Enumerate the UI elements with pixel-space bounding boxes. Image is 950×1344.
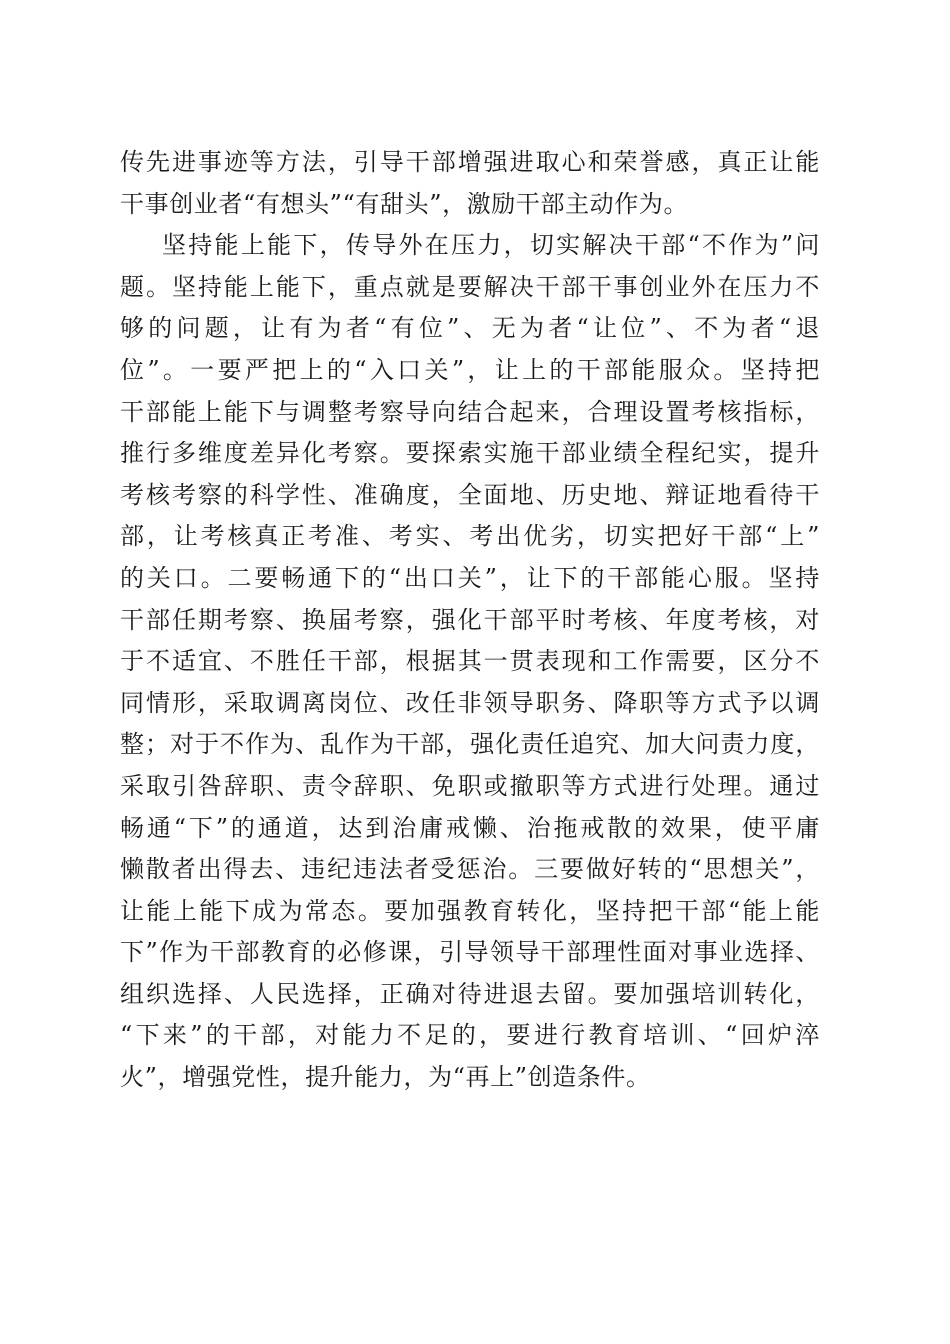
text-line: 下”作为干部教育的必修课，引导领导干部理性面对事业选择、 [120,938,820,967]
text-line: 同情形，采取调离岗位、改任非领导职务、降职等方式予以调 [120,688,820,717]
text-line: 整；对于不作为、乱作为干部，强化责任追究、加大问责力度， [120,730,820,759]
text-line: 考核考察的科学性、准确度，全面地、历史地、辩证地看待干 [120,480,820,509]
text-line: 采取引咎辞职、责令辞职、免职或撤职等方式进行处理。通过 [120,771,820,800]
text-line: 干部能上能下与调整考察导向结合起来，合理设置考核指标， [120,397,820,426]
text-line: 畅通“下”的通道，达到治庸戒懒、治拖戒散的效果，使平庸 [120,813,820,842]
text-line: “下来”的干部，对能力不足的，要进行教育培训、“回炉淬 [120,1021,820,1050]
text-line: 够的问题，让有为者“有位”、无为者“让位”、不为者“退 [120,314,820,343]
text-line: 火”，增强党性，提升能力，为“再上”创造条件。 [120,1063,651,1092]
text-line: 懒散者出得去、违纪违法者受惩治。三要做好转的“思想关”， [120,855,820,884]
text-line: 位”。一要严把上的“入口关”，让上的干部能服众。坚持把 [120,355,820,384]
text-line: 干事创业者“有想头”“有甜头”，激励干部主动作为。 [120,189,689,218]
text-line: 组织选择、人民选择，正确对待进退去留。要加强培训转化， [120,979,820,1008]
text-line: 让能上能下成为常态。要加强教育转化，坚持把干部“能上能 [120,896,820,925]
text-line: 部，让考核真正考准、考实、考出优劣，切实把好干部“上” [120,522,820,551]
text-line: 于不适宜、不胜任干部，根据其一贯表现和工作需要，区分不 [120,647,820,676]
text-line: 的关口。二要畅通下的“出口关”，让下的干部能心服。坚持 [120,563,820,592]
text-line: 推行多维度差异化考察。要探索实施干部业绩全程纪实，提升 [120,439,820,468]
text-line: 坚持能上能下，传导外在压力，切实解决干部“不作为”问 [162,231,820,260]
text-line: 传先进事迹等方法，引导干部增强进取心和荣誉感，真正让能 [120,148,820,176]
text-line: 题。坚持能上能下，重点就是要解决干部干事创业外在压力不 [120,272,820,301]
body-text [120,142,820,1099]
text-line: 干部任期考察、换届考察，强化干部平时考核、年度考核，对 [120,605,820,634]
